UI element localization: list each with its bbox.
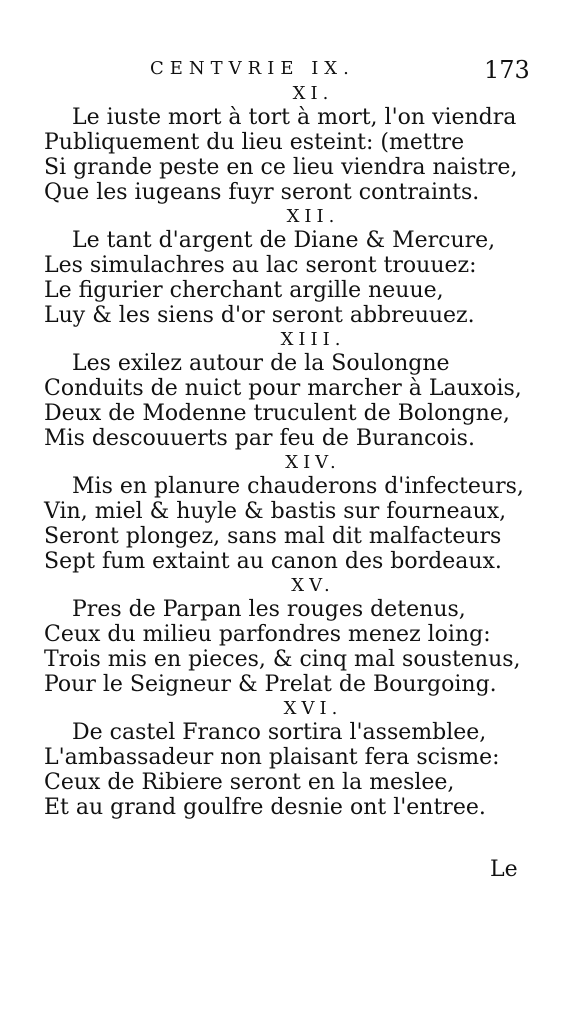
quatrain-number: XIII. <box>280 329 346 350</box>
verse-line: Conduits de nuict pour marcher à Lauxois, <box>44 376 522 401</box>
quatrain-number: XII. <box>286 206 340 227</box>
verse-line: Les exilez autour de la Soulongne <box>72 351 450 376</box>
quatrain-14 <box>44 451 574 574</box>
quatrain-11 <box>44 82 574 205</box>
quatrain-16 <box>44 697 574 820</box>
quatrain-number: XIV. <box>285 452 341 473</box>
verse-line: Le figurier cherchant argille neuue, <box>44 278 444 303</box>
verse-line: Deux de Modenne truculent de Bolongne, <box>44 401 510 426</box>
verse-line: De castel Franco sortira l'assemblee, <box>72 720 487 745</box>
verse-line: Seront plongez, sans mal dit malfacteurs <box>44 524 502 549</box>
verse-line: Sept fum extaint au canon des bordeaux. <box>44 549 502 574</box>
quatrain-13 <box>44 328 574 451</box>
verse-line: Et au grand goulfre desnie ont l'entree. <box>44 795 486 820</box>
verse-line: Mis descouuerts par feu de Burancois. <box>44 426 475 451</box>
verse-line: Vin, miel & huyle & bastis sur fourneaux, <box>44 499 507 524</box>
verse-line: Pour le Seigneur & Prelat de Bourgoing. <box>44 672 497 697</box>
quatrain-number: XVI. <box>283 698 343 719</box>
verse-line: Publiquement du lieu esteint: (mettre <box>44 130 465 155</box>
verse-line: Trois mis en pieces, & cinq mal soustenus, <box>44 647 521 672</box>
catchword: Le <box>490 857 518 882</box>
verse-line: Ceux de Ribiere seront en la meslee, <box>44 770 455 795</box>
verse-line: Le iuste mort à tort à mort, l'on viendra <box>72 105 517 130</box>
verse-line: Luy & les siens d'or seront abbreuuez. <box>44 303 475 328</box>
verse-line: Si grande peste en ce lieu viendra naistre, <box>44 155 518 180</box>
verse-line: Le tant d'argent de Diane & Mercure, <box>72 228 496 253</box>
verse-line: Que les iugeans fuyr seront contraints. <box>44 180 480 205</box>
quatrain-12 <box>44 205 574 328</box>
quatrain-number: XV. <box>291 575 335 596</box>
verse-line: Pres de Parpan les rouges detenus, <box>72 597 466 622</box>
verse-line: Les simulachres au lac seront trouuez: <box>44 253 477 278</box>
verse-line: Mis en planure chauderons d'infecteurs, <box>72 474 524 499</box>
quatrain-number: XI. <box>292 83 334 104</box>
verse-line: L'ambassadeur non plaisant fera scisme: <box>44 745 500 770</box>
verse-column <box>44 82 574 820</box>
quatrain-15 <box>44 574 574 697</box>
running-head: CENTVRIE IX. <box>150 58 355 79</box>
verse-line: Ceux du milieu parfondres menez loing: <box>44 622 491 647</box>
page-number: 173 <box>484 56 530 84</box>
